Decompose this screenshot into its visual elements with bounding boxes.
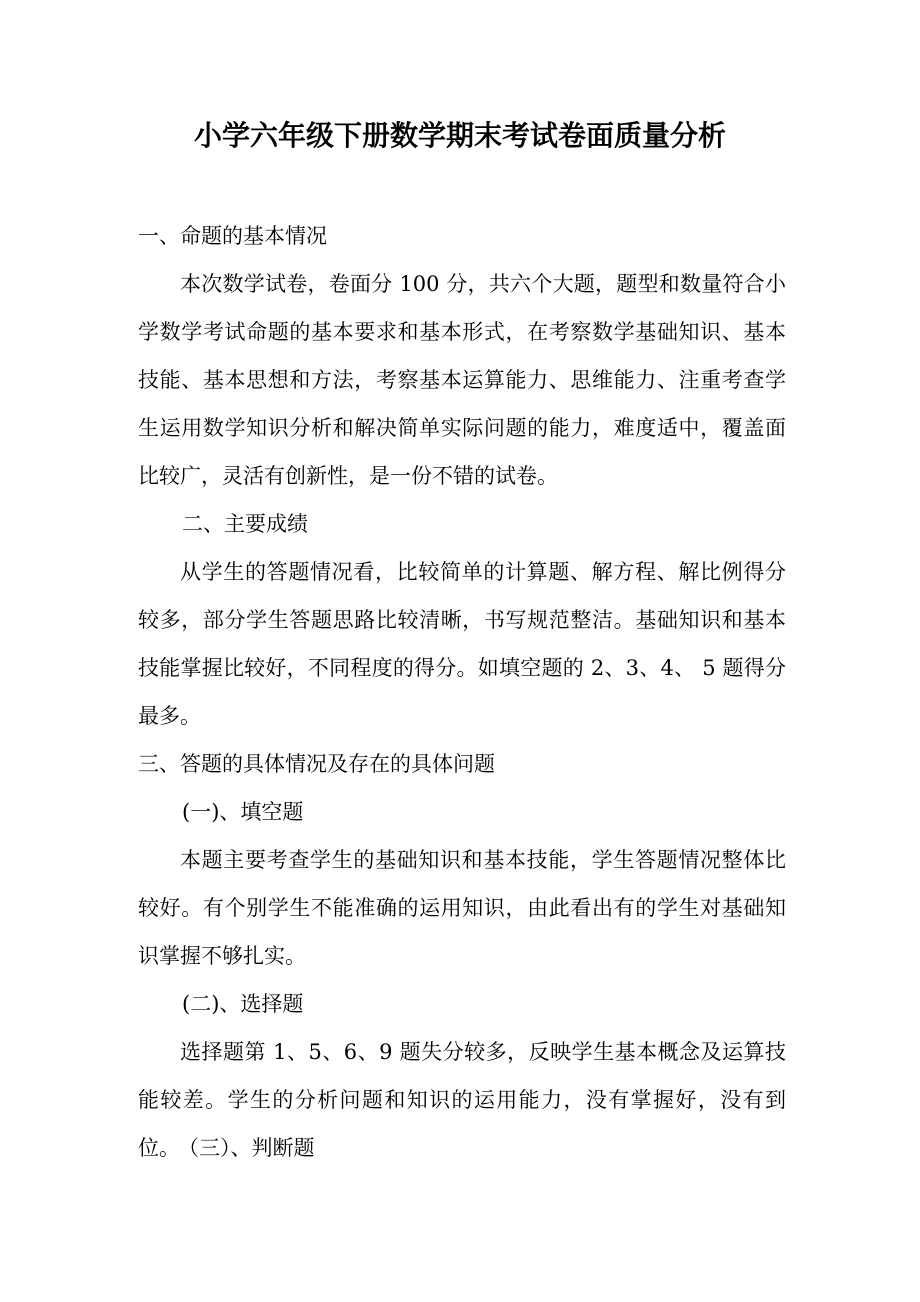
section-2-paragraph: 从学生的答题情况看，比较简单的计算题、解方程、解比例得分较多，部分学生答题思路比较清晰，书写规范整洁。基础知识和基本技能掌握比较好，不同程度的得分。如填空题的 2、3、4、 5 题得分最多。 [138, 560, 786, 728]
subsection-2-paragraph: 选择题第 1、5、6、9 题失分较多，反映学生基本概念及运算技能较差。学生的分析问题和知识的运用能力，没有掌握好，没有到位。 [138, 1040, 786, 1160]
subsection-1-paragraph: 本题主要考查学生的基础知识和基本技能，学生答题情况整体比较好。有个别学生不能准确的运用知识，由此看出有的学生对基础知识掌握不够扎实。 [138, 848, 786, 968]
subsection-2-heading: (二)、选择题 [182, 992, 304, 1016]
section-1-heading: 一、命题的基本情况 [138, 224, 327, 248]
subsection-1-heading: (一)、填空题 [182, 800, 304, 824]
section-2-heading: 二、主要成绩 [182, 512, 308, 536]
document-title: 小学六年级下册数学期末考试卷面质量分析 [193, 119, 726, 152]
section-3-heading: 三、答题的具体情况及存在的具体问题 [138, 752, 495, 776]
section-1-paragraph: 本次数学试卷，卷面分 100 分，共六个大题，题型和数量符合小学数学考试命题的基本要求和基本形式，在考察数学基础知识、基本技能、基本思想和方法，考察基本运算能力、思维能力、注重考查学生运用数学知识分析和解决简单实际问题的能力，难度适中，覆盖面比较广，灵活有创新性，是一份不错的试卷。 [138, 272, 786, 488]
subsection-3-heading: （三）、判断题 [178, 1136, 315, 1160]
